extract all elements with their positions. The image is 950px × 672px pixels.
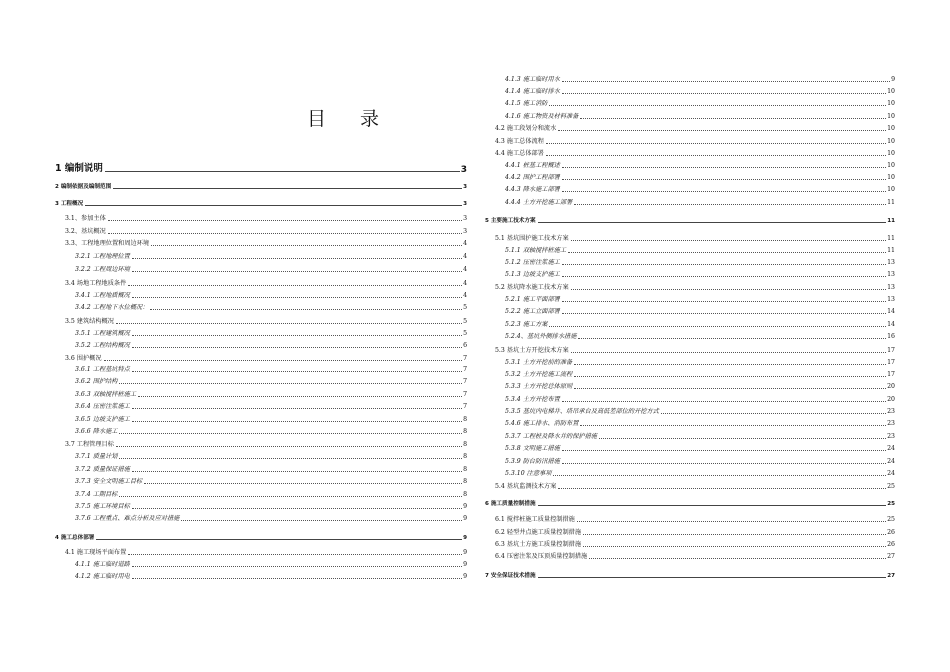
toc-entry[interactable] xyxy=(485,347,895,355)
toc-leader-dots xyxy=(128,554,462,555)
toc-page-number: 5 xyxy=(463,330,467,337)
toc-entry-title: 3.7.6 工程重点、难点分析及应对措施 xyxy=(75,515,180,522)
toc-page-number: 11 xyxy=(887,247,895,254)
toc-entry[interactable] xyxy=(55,228,467,236)
toc-entry[interactable] xyxy=(55,549,467,557)
toc-leader-dots xyxy=(132,566,462,567)
toc-leader-dots xyxy=(549,105,886,106)
toc-page-number: 13 xyxy=(887,284,895,291)
toc-entry[interactable] xyxy=(485,259,895,267)
toc-entry[interactable] xyxy=(55,534,467,542)
toc-entry-title: 5.3.3 土方开挖总体原则 xyxy=(505,383,573,390)
toc-leader-dots xyxy=(578,338,886,339)
toc-page-number: 10 xyxy=(887,138,895,145)
toc-entry[interactable] xyxy=(55,280,467,288)
toc-entry-title: 3.6 围护概况 xyxy=(65,355,102,362)
toc-entry[interactable] xyxy=(55,378,467,386)
toc-entry[interactable] xyxy=(485,284,895,292)
toc-leader-dots xyxy=(132,508,462,509)
toc-entry-title: 5.3.10 注意事项 xyxy=(505,470,552,477)
toc-leader-dots xyxy=(538,222,887,223)
toc-entry-title: 3.5.1 工程建筑概况 xyxy=(75,330,130,337)
toc-entry[interactable] xyxy=(55,428,467,436)
toc-entry-title: 4.1.3 施工临时用水 xyxy=(505,76,560,83)
toc-page-number: 3 xyxy=(463,201,467,207)
toc-page-number: 8 xyxy=(463,453,467,460)
toc-leader-dots xyxy=(574,376,886,377)
toc-entry-title: 5.3.1 土方开挖前的准备 xyxy=(505,359,573,366)
toc-page-number: 3 xyxy=(463,228,467,235)
toc-page-number: 16 xyxy=(887,333,895,340)
toc-page-number: 9 xyxy=(463,573,467,580)
toc-entry-title: 3.2.2 工程周边环境 xyxy=(75,266,130,273)
toc-entry[interactable] xyxy=(485,359,895,367)
toc-leader-dots xyxy=(128,285,462,286)
toc-leader-dots xyxy=(562,401,886,402)
toc-page-number: 24 xyxy=(887,445,895,452)
toc-page-number: 3 xyxy=(463,215,467,222)
toc-entry-title: 5.2.3 施工方案 xyxy=(505,321,548,328)
toc-leader-dots xyxy=(132,271,462,272)
toc-entry-title: 3.5.2 工程结构概况 xyxy=(75,342,130,349)
toc-page-number: 3 xyxy=(460,165,467,175)
toc-entry-title: 3.7.3 安全文明施工目标 xyxy=(75,478,143,485)
toc-entry[interactable] xyxy=(485,470,895,478)
toc-entry[interactable] xyxy=(485,186,895,194)
toc-page-number: 13 xyxy=(887,296,895,303)
toc-page-number: 24 xyxy=(887,458,895,465)
toc-leader-dots xyxy=(546,155,886,156)
toc-entry[interactable] xyxy=(55,163,467,174)
toc-entry[interactable] xyxy=(55,318,467,326)
toc-entry[interactable] xyxy=(55,491,467,499)
toc-entry-title: 5.3.2 土方开挖施工流程 xyxy=(505,371,573,378)
toc-leader-dots xyxy=(580,118,886,119)
toc-entry[interactable] xyxy=(485,383,895,391)
toc-leader-dots xyxy=(562,179,886,180)
toc-entry[interactable] xyxy=(485,150,895,158)
toc-leader-dots xyxy=(538,577,887,578)
toc-page-number: 8 xyxy=(463,416,467,423)
toc-entry-title: 3.3、工程地理位置和周边环境 xyxy=(65,240,150,247)
toc-leader-dots xyxy=(562,167,886,168)
toc-entry-title: 4.3 施工总体流程 xyxy=(495,138,544,145)
toc-leader-dots xyxy=(108,233,462,234)
toc-leader-dots xyxy=(562,276,886,277)
toc-entry-title: 3.6.6 降水施工 xyxy=(75,428,118,435)
toc-entry[interactable] xyxy=(55,503,467,511)
toc-entry-title: 5.3.7 工程桩及降水井的保护措施 xyxy=(505,433,597,440)
toc-page-number: 4 xyxy=(463,240,467,247)
toc-leader-dots xyxy=(562,301,886,302)
toc-page-number: 20 xyxy=(887,383,895,390)
toc-entry-title: 5 主要施工技术方案 xyxy=(485,218,536,224)
toc-page-number: 20 xyxy=(887,396,895,403)
toc-entry-title: 4.1.5 施工消防 xyxy=(505,100,548,107)
toc-entry[interactable] xyxy=(485,516,895,524)
toc-entry[interactable] xyxy=(485,100,895,108)
toc-leader-dots xyxy=(580,425,886,426)
toc-leader-dots xyxy=(558,130,886,131)
toc-entry[interactable] xyxy=(485,572,895,580)
toc-page-number: 3 xyxy=(463,184,467,190)
toc-entry-title: 3.2、基坑概况 xyxy=(65,228,106,235)
toc-entry[interactable] xyxy=(55,183,467,191)
toc-leader-dots xyxy=(132,471,462,472)
toc-page-number: 7 xyxy=(463,355,467,362)
toc-page-number: 25 xyxy=(887,516,895,523)
toc-page-number: 5 xyxy=(463,304,467,311)
toc-leader-dots xyxy=(574,204,886,205)
toc-leader-dots xyxy=(132,408,462,409)
toc-entry[interactable] xyxy=(485,217,895,225)
toc-page-number: 9 xyxy=(463,549,467,556)
toc-leader-dots xyxy=(583,534,886,535)
toc-entry-title: 5.1.1 双轴搅拌桩施工 xyxy=(505,247,567,254)
toc-leader-dots xyxy=(96,539,462,540)
toc-leader-dots xyxy=(144,483,462,484)
toc-leader-dots xyxy=(138,396,462,397)
toc-leader-dots xyxy=(562,93,886,94)
toc-entry-title: 5.3.8 文明施工措施 xyxy=(505,445,560,452)
toc-leader-dots xyxy=(119,458,462,459)
toc-entry-title: 4.1.6 施工物资及材料准备 xyxy=(505,113,579,120)
toc-page-number: 26 xyxy=(887,529,895,536)
toc-entry[interactable] xyxy=(485,88,895,96)
toc-entry-title: 3.7.2 质量保证措施 xyxy=(75,466,130,473)
toc-page-number: 9 xyxy=(463,561,467,568)
toc-leader-dots xyxy=(562,264,886,265)
toc-page-number: 10 xyxy=(887,150,895,157)
toc-entry-title: 7 安全保证技术措施 xyxy=(485,573,536,579)
toc-leader-dots xyxy=(105,171,460,172)
toc-page-number: 8 xyxy=(463,441,467,448)
toc-leader-dots xyxy=(132,347,462,348)
toc-entry-title: 3.1、参加主体 xyxy=(65,215,106,222)
toc-entry-title: 3.7 工程管理目标 xyxy=(65,441,114,448)
toc-entry[interactable] xyxy=(485,500,895,508)
toc-entry[interactable] xyxy=(55,478,467,486)
toc-leader-dots xyxy=(108,220,462,221)
toc-entry[interactable] xyxy=(485,333,895,341)
toc-page-number: 11 xyxy=(887,199,895,206)
toc-entry[interactable] xyxy=(485,445,895,453)
toc-leader-dots xyxy=(546,143,886,144)
toc-leader-dots xyxy=(132,371,462,372)
toc-leader-dots xyxy=(562,191,886,192)
toc-page-number: 23 xyxy=(887,420,895,427)
toc-entry-title: 1 编制说明 xyxy=(55,163,103,174)
toc-page-number: 6 xyxy=(463,342,467,349)
toc-page-number: 10 xyxy=(887,113,895,120)
toc-entry-title: 5.4 基坑监测技术方案 xyxy=(495,483,557,490)
toc-page-number: 13 xyxy=(887,259,895,266)
toc-entry-title: 5.3.5 基坑内电梯井、塔吊承台及高低差部位的开挖方式 xyxy=(505,408,659,415)
toc-entry[interactable] xyxy=(485,113,895,121)
toc-page-number: 23 xyxy=(887,408,895,415)
toc-entry-title: 3.7.4 工期目标 xyxy=(75,491,118,498)
toc-entry-title: 5.4.6 施工排水、消防布置 xyxy=(505,420,579,427)
toc-entry-title: 6.1 搅拌桩施工质量控制措施 xyxy=(495,516,575,523)
toc-leader-dots xyxy=(577,521,886,522)
toc-leader-dots xyxy=(583,546,886,547)
toc-page-number: 11 xyxy=(887,235,895,242)
toc-entry-title: 3.2.1 工程地理位置 xyxy=(75,253,130,260)
toc-entry[interactable] xyxy=(485,371,895,379)
toc-leader-dots xyxy=(119,383,462,384)
toc-entry-title: 4.1.4 施工临时排水 xyxy=(505,88,560,95)
toc-entry[interactable] xyxy=(55,342,467,350)
toc-leader-dots xyxy=(104,360,463,361)
toc-page-number: 7 xyxy=(463,391,467,398)
toc-leader-dots xyxy=(181,520,462,521)
toc-entry[interactable] xyxy=(55,366,467,374)
toc-leader-dots xyxy=(132,297,462,298)
toc-entry-title: 4.4 施工总体部署 xyxy=(495,150,544,157)
toc-entry-title: 5.3.4 土方开挖布置 xyxy=(505,396,560,403)
toc-entry[interactable] xyxy=(485,321,895,329)
toc-entry[interactable] xyxy=(485,235,895,243)
toc-leader-dots xyxy=(661,413,886,414)
toc-entry[interactable] xyxy=(485,199,895,207)
toc-entry[interactable] xyxy=(55,292,467,300)
toc-entry[interactable] xyxy=(485,396,895,404)
toc-entry[interactable] xyxy=(485,162,895,170)
toc-entry[interactable] xyxy=(485,553,895,561)
toc-page-number: 8 xyxy=(463,491,467,498)
toc-entry-title: 4.1 施工现场平面布置 xyxy=(65,549,127,556)
toc-leader-dots xyxy=(116,446,462,447)
toc-entry-title: 3.6.2 围护结构 xyxy=(75,378,118,385)
toc-page-number: 13 xyxy=(887,271,895,278)
toc-leader-dots xyxy=(571,240,886,241)
toc-leader-dots xyxy=(132,421,462,422)
toc-entry[interactable] xyxy=(485,483,895,491)
toc-entry-title: 3.7.5 施工环境目标 xyxy=(75,503,130,510)
toc-entry[interactable] xyxy=(55,240,467,248)
toc-page-number: 24 xyxy=(887,470,895,477)
toc-entry[interactable] xyxy=(55,466,467,474)
toc-page-number: 14 xyxy=(887,321,895,328)
toc-page-number: 8 xyxy=(463,466,467,473)
toc-entry-title: 4.4.3 降水施工部署 xyxy=(505,186,560,193)
toc-leader-dots xyxy=(119,496,462,497)
toc-page-number: 4 xyxy=(463,253,467,260)
toc-entry[interactable] xyxy=(55,416,467,424)
toc-entry-title: 4.1.1 施工临时道路 xyxy=(75,561,130,568)
toc-entry-title: 3.6.4 压密注浆施工 xyxy=(75,403,130,410)
toc-entry[interactable] xyxy=(485,247,895,255)
toc-leader-dots xyxy=(538,505,887,506)
toc-entry[interactable] xyxy=(485,408,895,416)
toc-page-number: 10 xyxy=(887,88,895,95)
toc-entry-title: 3.5 建筑结构概况 xyxy=(65,318,114,325)
toc-page-number: 25 xyxy=(887,501,895,507)
toc-leader-dots xyxy=(571,289,886,290)
toc-entry-title: 3.7.1 质量计划 xyxy=(75,453,118,460)
toc-page-number: 11 xyxy=(887,218,895,224)
toc-entry-title: 5.1.3 边坡支护施工 xyxy=(505,271,560,278)
toc-page-number: 10 xyxy=(887,100,895,107)
toc-page-number: 25 xyxy=(887,483,895,490)
toc-entry-title: 4.1.2 施工临时用电 xyxy=(75,573,130,580)
toc-page-number: 17 xyxy=(887,371,895,378)
toc-leader-dots xyxy=(150,309,462,310)
toc-leader-dots xyxy=(589,558,886,559)
toc-page-number: 4 xyxy=(463,292,467,299)
toc-leader-dots xyxy=(119,433,462,434)
toc-entry-title: 3.4.1 工程地质概况 xyxy=(75,292,130,299)
toc-leader-dots xyxy=(558,488,886,489)
toc-page-number: 9 xyxy=(463,503,467,510)
toc-page-number: 26 xyxy=(887,541,895,548)
toc-entry[interactable] xyxy=(55,561,467,569)
toc-page-number: 17 xyxy=(887,359,895,366)
toc-page-number: 4 xyxy=(463,266,467,273)
toc-entry-title: 4 施工总体部署 xyxy=(55,535,95,541)
toc-entry-title: 4.4.4 土方开挖施工部署 xyxy=(505,199,573,206)
toc-entry[interactable] xyxy=(485,296,895,304)
toc-entry[interactable] xyxy=(485,174,895,182)
toc-entry-title: 4.2 施工段划分和流水 xyxy=(495,125,557,132)
toc-leader-dots xyxy=(599,438,886,439)
toc-entry[interactable] xyxy=(485,420,895,428)
toc-page-number: 10 xyxy=(887,125,895,132)
toc-entry-title: 3 工程概况 xyxy=(55,201,84,207)
toc-page-number: 10 xyxy=(887,162,895,169)
toc-entry[interactable] xyxy=(485,458,895,466)
toc-entry-title: 6 施工质量控制措施 xyxy=(485,501,536,507)
toc-entry[interactable] xyxy=(55,330,467,338)
toc-entry[interactable] xyxy=(485,76,895,84)
toc-leader-dots xyxy=(562,81,890,82)
toc-page-number: 14 xyxy=(887,308,895,315)
toc-entry-title: 6.4 压密注浆及压顶质量控制措施 xyxy=(495,553,588,560)
toc-leader-dots xyxy=(553,475,886,476)
toc-entry-title: 3.4 场地工程地质条件 xyxy=(65,280,127,287)
toc-entry-title: 4.4.2 围护工程部署 xyxy=(505,174,560,181)
toc-entry-title: 3.6.5 边坡支护施工 xyxy=(75,416,130,423)
toc-page-number: 7 xyxy=(463,378,467,385)
toc-entry[interactable] xyxy=(55,515,467,523)
toc-entry[interactable] xyxy=(55,441,467,449)
toc-entry[interactable] xyxy=(485,138,895,146)
toc-entry[interactable] xyxy=(55,391,467,399)
toc-page-number: 9 xyxy=(891,76,895,83)
toc-leader-dots xyxy=(562,463,886,464)
toc-entry[interactable] xyxy=(485,541,895,549)
page-title: 目 录 xyxy=(306,108,394,130)
toc-page-number: 27 xyxy=(887,573,895,579)
toc-page-number: 7 xyxy=(463,366,467,373)
toc-entry[interactable] xyxy=(55,266,467,274)
toc-page-number: 9 xyxy=(463,535,467,541)
toc-leader-dots xyxy=(132,335,462,336)
toc-entry-title: 5.2 基坑降水施工技术方案 xyxy=(495,284,569,291)
toc-entry-title: 5.1 基坑围护施工技术方案 xyxy=(495,235,569,242)
toc-entry[interactable] xyxy=(55,355,467,363)
toc-page-number: 17 xyxy=(887,347,895,354)
toc-entry[interactable] xyxy=(55,200,467,208)
toc-leader-dots xyxy=(132,578,462,579)
toc-entry-title: 3.6.1 工程基坑特点 xyxy=(75,366,130,373)
toc-page-number: 10 xyxy=(887,186,895,193)
toc-page-number: 27 xyxy=(887,553,895,560)
toc-entry[interactable] xyxy=(485,125,895,133)
toc-entry-title: 5.2.2 施工立面部署 xyxy=(505,308,560,315)
toc-page-number: 8 xyxy=(463,478,467,485)
toc-leader-dots xyxy=(113,188,462,189)
toc-entry-title: 6.2 轻型井点施工质量控制措施 xyxy=(495,529,582,536)
toc-entry-title: 3.4.2 工程地下水位概况： xyxy=(75,304,149,311)
toc-leader-dots xyxy=(571,352,886,353)
toc-entry[interactable] xyxy=(485,308,895,316)
toc-entry-title: 5.3.9 防台防汛措施 xyxy=(505,458,560,465)
toc-entry-title: 5.3 基坑土方开挖技术方案 xyxy=(495,347,569,354)
toc-leader-dots xyxy=(116,323,462,324)
toc-entry[interactable] xyxy=(485,433,895,441)
toc-leader-dots xyxy=(132,258,462,259)
toc-page-number: 23 xyxy=(887,433,895,440)
toc-page-number: 10 xyxy=(887,174,895,181)
toc-leader-dots xyxy=(574,364,886,365)
toc-leader-dots xyxy=(85,205,462,206)
toc-entry-title: 5.2.1 施工平面部署 xyxy=(505,296,560,303)
toc-page-number: 5 xyxy=(463,318,467,325)
toc-entry[interactable] xyxy=(485,529,895,537)
toc-leader-dots xyxy=(562,313,886,314)
toc-leader-dots xyxy=(568,252,886,253)
toc-entry[interactable] xyxy=(55,215,467,223)
toc-leader-dots xyxy=(549,326,886,327)
toc-entry-title: 6.3 基坑土方施工质量控制措施 xyxy=(495,541,582,548)
toc-page-number: 7 xyxy=(463,403,467,410)
toc-entry-title: 3.6.3 双轴搅拌桩施工 xyxy=(75,391,137,398)
toc-leader-dots xyxy=(562,450,886,451)
toc-entry[interactable] xyxy=(485,271,895,279)
toc-page-number: 4 xyxy=(463,280,467,287)
toc-entry-title: 5.2.4、基坑外侧排水措施 xyxy=(505,333,577,340)
toc-entry[interactable] xyxy=(55,403,467,411)
toc-entry-title: 2 编制依据及编制范围 xyxy=(55,184,112,190)
toc-entry[interactable] xyxy=(55,453,467,461)
toc-leader-dots xyxy=(151,245,462,246)
toc-entry-title: 4.4.1 桩基工程概述 xyxy=(505,162,560,169)
toc-page-number: 8 xyxy=(463,428,467,435)
toc-entry[interactable] xyxy=(55,573,467,581)
toc-entry-title: 5.1.2 压密注浆施工 xyxy=(505,259,560,266)
toc-entry[interactable] xyxy=(55,253,467,261)
toc-leader-dots xyxy=(574,388,886,389)
toc-entry[interactable] xyxy=(55,304,467,312)
toc-page-number: 9 xyxy=(463,515,467,522)
